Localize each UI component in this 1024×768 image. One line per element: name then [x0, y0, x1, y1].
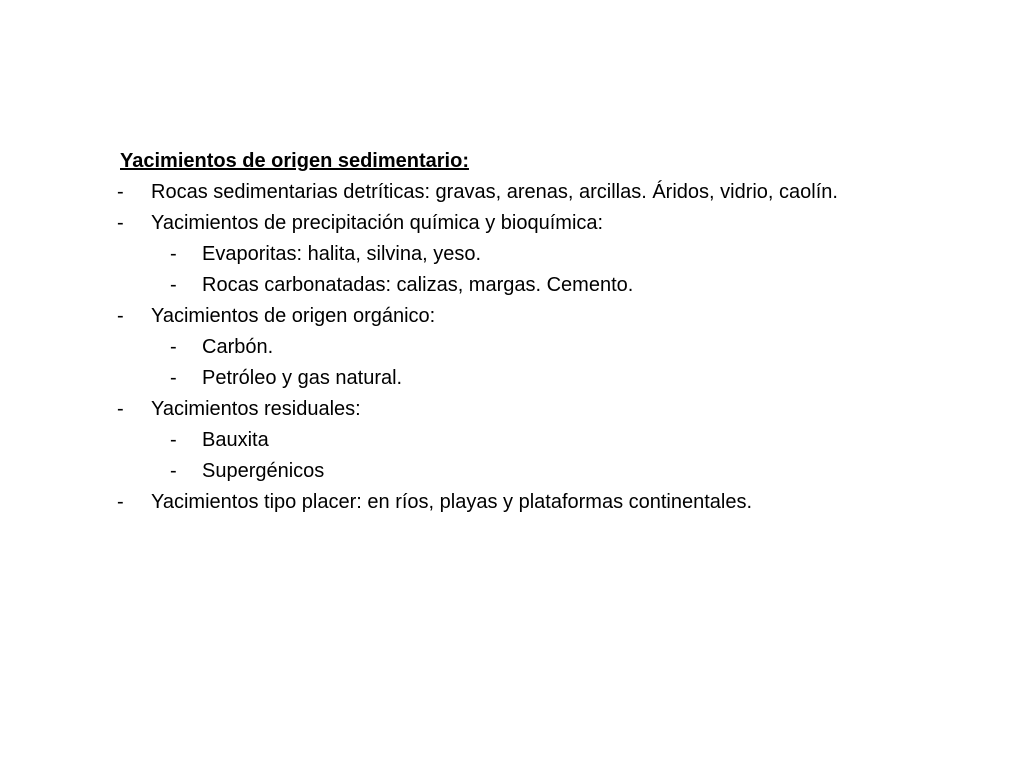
sub-list-item: [120, 270, 1000, 301]
list-item: [117, 487, 1000, 518]
sub-list-item: [120, 425, 1000, 456]
list-item: [117, 177, 1000, 208]
bullet-dash: -: [117, 305, 124, 327]
list-item: [117, 301, 1000, 332]
slide-content: [117, 146, 1000, 518]
list-item-text: Yacimientos tipo placer: en ríos, playas y plataformas continentales.: [151, 491, 753, 513]
bullet-dash: -: [170, 243, 177, 265]
bullet-dash: -: [170, 429, 177, 451]
sub-list-item: [120, 363, 1000, 394]
sub-list-item-text: Bauxita: [202, 429, 269, 451]
sub-list-item-text: Evaporitas: halita, silvina, yeso.: [202, 243, 482, 265]
sub-list-item: [120, 456, 1000, 487]
sub-list-item-text: Supergénicos: [202, 460, 325, 482]
list-item: [117, 208, 1000, 239]
bullet-dash: -: [117, 398, 124, 420]
bullet-dash: -: [170, 367, 177, 389]
sub-list-item-text: Carbón.: [202, 336, 274, 358]
bullet-dash: -: [170, 336, 177, 358]
list-item-text: Yacimientos de precipitación química y bioquímica:: [151, 212, 604, 234]
slide-heading: Yacimientos de origen sedimentario:: [120, 150, 469, 172]
sub-list-item: [120, 332, 1000, 363]
bullet-dash: -: [117, 181, 124, 203]
list-item-text: Yacimientos de origen orgánico:: [151, 305, 436, 327]
list-item-text: Yacimientos residuales:: [151, 398, 361, 420]
list-item: [117, 394, 1000, 425]
list-item-text: Rocas sedimentarias detríticas: gravas, arenas, arcillas. Áridos, vidrio, caolín.: [151, 181, 838, 203]
bullet-dash: -: [170, 274, 177, 296]
bullet-dash: -: [170, 460, 177, 482]
sub-list-item-text: Rocas carbonatadas: calizas, margas. Cemento.: [202, 274, 634, 296]
sub-list-item-text: Petróleo y gas natural.: [202, 367, 403, 389]
sub-list-item: [120, 239, 1000, 270]
bullet-dash: -: [117, 491, 124, 513]
bullet-dash: -: [117, 212, 124, 234]
